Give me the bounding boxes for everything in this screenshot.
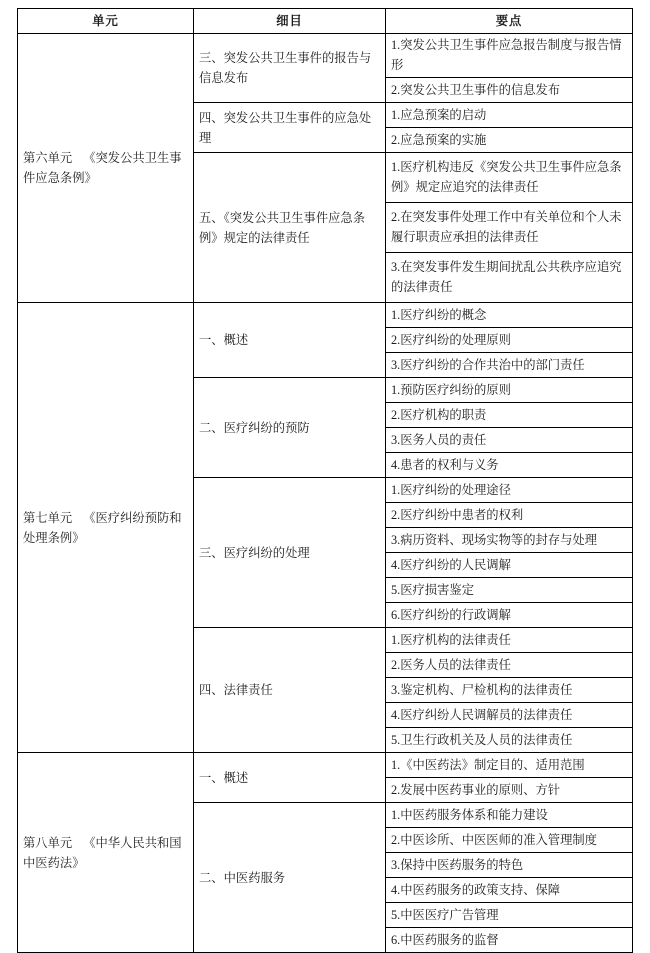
point-cell: 1.医疗纠纷的概念 [386, 303, 633, 328]
detail-cell: 五、《突发公共卫生事件应急条例》规定的法律责任 [194, 153, 386, 303]
point-cell: 2.医务人员的法律责任 [386, 653, 633, 678]
point-cell: 5.中医医疗广告管理 [386, 903, 633, 928]
syllabus-table-container [17, 8, 632, 953]
column-header-unit: 单元 [18, 9, 194, 34]
point-cell: 3.在突发事件发生期间扰乱公共秩序应追究的法律责任 [386, 253, 633, 303]
detail-cell: 一、概述 [194, 303, 386, 378]
table-row [18, 303, 633, 328]
point-cell: 3.医疗纠纷的合作共治中的部门责任 [386, 353, 633, 378]
point-cell: 2.医疗机构的职责 [386, 403, 633, 428]
detail-cell: 四、突发公共卫生事件的应急处理 [194, 103, 386, 153]
unit-cell [18, 303, 194, 753]
column-header-point: 要点 [386, 9, 633, 34]
unit-regulation-title: 《中华人民共和国中医药法》 [23, 835, 182, 870]
unit-number-label: 第六单元 [23, 150, 73, 165]
point-cell: 2.医疗纠纷中患者的权利 [386, 503, 633, 528]
point-cell: 4.医疗纠纷的人民调解 [386, 553, 633, 578]
detail-cell: 二、中医药服务 [194, 803, 386, 953]
unit-number-label: 第八单元 [23, 835, 73, 850]
detail-cell: 三、突发公共卫生事件的报告与信息发布 [194, 34, 386, 103]
point-cell: 1.突发公共卫生事件应急报告制度与报告情形 [386, 34, 633, 78]
point-cell: 2.发展中医药事业的原则、方针 [386, 778, 633, 803]
point-cell: 3.病历资料、现场实物等的封存与处理 [386, 528, 633, 553]
point-cell: 6.医疗纠纷的行政调解 [386, 603, 633, 628]
table-row [18, 753, 633, 778]
detail-cell: 二、医疗纠纷的预防 [194, 378, 386, 478]
point-cell: 4.患者的权利与义务 [386, 453, 633, 478]
point-cell: 4.医疗纠纷人民调解员的法律责任 [386, 703, 633, 728]
point-cell: 2.应急预案的实施 [386, 128, 633, 153]
point-cell: 5.医疗损害鉴定 [386, 578, 633, 603]
table-row [18, 34, 633, 78]
table-header [18, 9, 633, 34]
detail-cell: 三、医疗纠纷的处理 [194, 478, 386, 628]
point-cell: 4.中医药服务的政策支持、保障 [386, 878, 633, 903]
column-header-detail: 细目 [194, 9, 386, 34]
syllabus-table [17, 8, 633, 953]
point-cell: 1.《中医药法》制定目的、适用范围 [386, 753, 633, 778]
detail-cell: 四、法律责任 [194, 628, 386, 753]
point-cell: 3.鉴定机构、尸检机构的法律责任 [386, 678, 633, 703]
point-cell: 1.医疗机构的法律责任 [386, 628, 633, 653]
point-cell: 6.中医药服务的监督 [386, 928, 633, 953]
unit-regulation-title: 《医疗纠纷预防和处理条例》 [23, 510, 182, 545]
point-cell: 2.医疗纠纷的处理原则 [386, 328, 633, 353]
point-cell: 3.医务人员的责任 [386, 428, 633, 453]
header-row [18, 9, 633, 34]
unit-cell [18, 753, 194, 953]
point-cell: 1.预防医疗纠纷的原则 [386, 378, 633, 403]
point-cell: 2.突发公共卫生事件的信息发布 [386, 78, 633, 103]
point-cell: 2.在突发事件处理工作中有关单位和个人未履行职责应承担的法律责任 [386, 203, 633, 253]
point-cell: 1.应急预案的启动 [386, 103, 633, 128]
point-cell: 2.中医诊所、中医医师的准入管理制度 [386, 828, 633, 853]
point-cell: 1.中医药服务体系和能力建设 [386, 803, 633, 828]
unit-cell [18, 34, 194, 303]
point-cell: 5.卫生行政机关及人员的法律责任 [386, 728, 633, 753]
table-body [18, 34, 633, 953]
detail-cell: 一、概述 [194, 753, 386, 803]
point-cell: 1.医疗机构违反《突发公共卫生事件应急条例》规定应追究的法律责任 [386, 153, 633, 203]
unit-number-label: 第七单元 [23, 510, 73, 525]
point-cell: 3.保持中医药服务的特色 [386, 853, 633, 878]
point-cell: 1.医疗纠纷的处理途径 [386, 478, 633, 503]
unit-regulation-title: 《突发公共卫生事件应急条例》 [23, 150, 182, 186]
